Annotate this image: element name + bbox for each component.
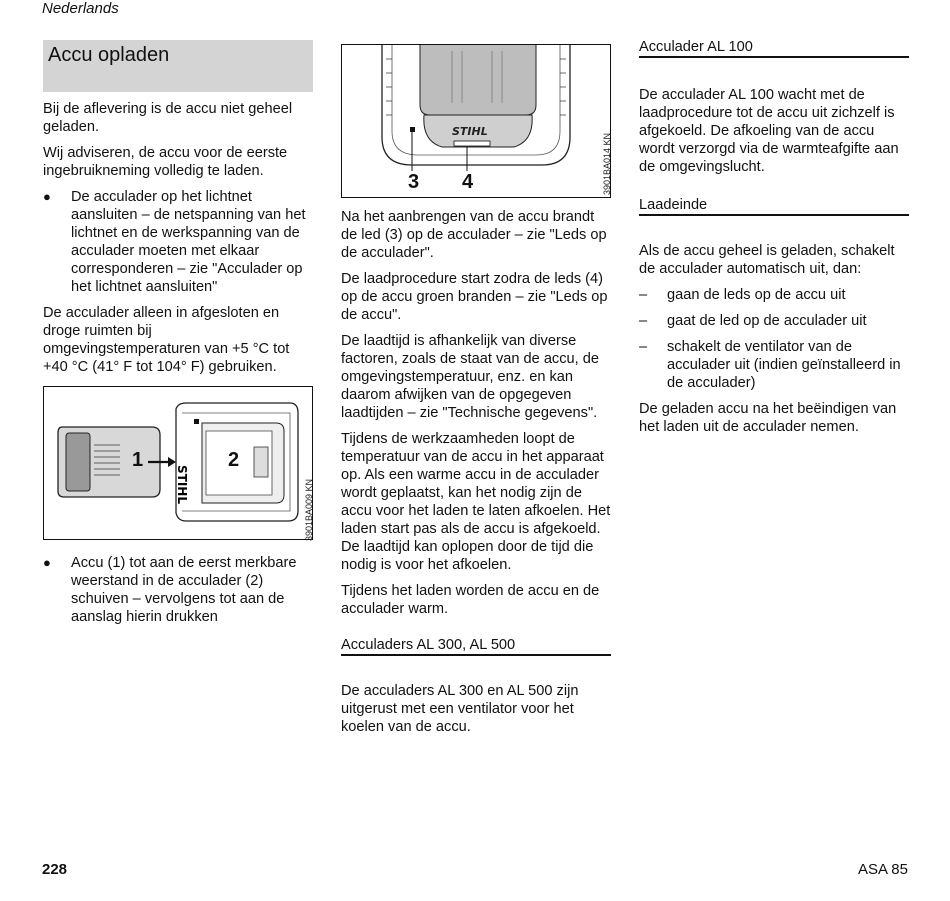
dash-marker: – [639,313,648,329]
paragraph: Als de accu geheel is geladen, schakelt de acculader automatisch uit, dan: [639,243,895,277]
model-name: ASA 85 [857,861,908,878]
paragraph: De acculader alleen in afgesloten en droge ruimten bij omgevingstemperaturen van +5 °C tot +40 °C (41° F tot 104° F) gebruiken. [43,305,290,375]
figure-charger-leds [341,44,611,198]
battery-charger-illustration [44,387,311,538]
bullet-dot-icon: ● [43,189,51,204]
paragraph: Tijdens het laden worden de accu en de acculader warm. [341,583,600,617]
bullet-text: De acculader op het lichtnet aansluiten – de netspanning van het lichtnet en de werkspanning van de acculader moeten met elkaar corresponderen – zie "Acculader op het lichtnet aansluiten" [71,189,306,295]
dash-marker: – [639,339,648,355]
dash-item [639,286,909,304]
stihl-logo: STIHL [452,125,488,138]
callout-label-2: 2 [228,449,240,471]
bullet-text: Accu (1) tot aan de eerst merkbare weerstand in de acculader (2) schuiven – vervolgens tot aan de aanslag hierin drukken [71,555,297,625]
paragraph: De laadprocedure start zodra de leds (4) op de accu groen branden – zie "Leds op de accu". [341,271,608,323]
section-title: Accu opladen [43,40,313,92]
paragraph: Na het aanbrengen van de accu brandt de led (3) op de acculader – zie "Leds op de acculader". [341,209,607,261]
charger-led-illustration [342,45,609,196]
bullet-dot-icon: ● [43,555,51,570]
dash-text: gaan de leds op de accu uit [667,287,846,303]
paragraph: De acculader AL 100 wacht met de laadprocedure tot de accu uit zichzelf is afgekoeld. De afkoeling van de accu wordt verzorgd via de warmteafgifte aan de omgevingslucht. [639,87,899,175]
subheading: Laadeinde [639,196,909,216]
dash-item [639,338,909,392]
subheading: Acculader AL 100 [639,38,909,58]
figure-battery-insert [43,386,313,540]
page-language-header: Nederlands [42,0,119,17]
bullet-item [43,554,313,626]
figure-code: 3901BA014 KN [602,133,612,196]
stihl-logo: STIHL [175,465,189,504]
column-1 [43,40,313,634]
paragraph: De laadtijd is afhankelijk van diverse factoren, zoals de staat van de accu, de omgevingstemperatuur, enz. en kan daarom afwijken van de opgegeven laadtijden – zie "Technische gegevens". [341,333,599,421]
dash-text: schakelt de ventilator van de acculader uit (indien geïnstalleerd in de acculader) [667,339,901,391]
page-number: 228 [42,861,68,878]
callout-label-3: 3 [408,171,420,193]
subheading: Acculaders AL 300, AL 500 [341,636,611,656]
paragraph: Tijdens de werkzaamheden loopt de temperatuur van de accu in het apparaat op. Als een warme accu in de acculader wordt geplaatst, kan het nodig zijn de accu voor het laden te laten afkoelen. Het laden start pas als de accu is afgekoeld. De laadtijd kan oplopen door de tijd die nodig is voor het afkoelen. [341,431,611,573]
dash-item [639,312,909,330]
paragraph: De geladen accu na het beëindigen van het laden uit de acculader nemen. [639,401,897,435]
paragraph: De acculaders AL 300 en AL 500 zijn uitgerust met een ventilator voor het koelen van de accu. [341,683,579,735]
paragraph: Bij de aflevering is de accu niet geheel geladen. [43,101,293,135]
callout-label-1: 1 [132,449,144,471]
bullet-item [43,188,313,296]
dash-text: gaat de led op de acculader uit [667,313,867,329]
figure-code: 3901BA009 KN [304,479,314,542]
column-3 [639,38,909,444]
column-2 [341,44,611,744]
dash-marker: – [639,287,648,303]
paragraph: Wij adviseren, de accu voor de eerste ingebruikneming volledig te laden. [43,145,288,179]
callout-label-4: 4 [462,171,474,193]
